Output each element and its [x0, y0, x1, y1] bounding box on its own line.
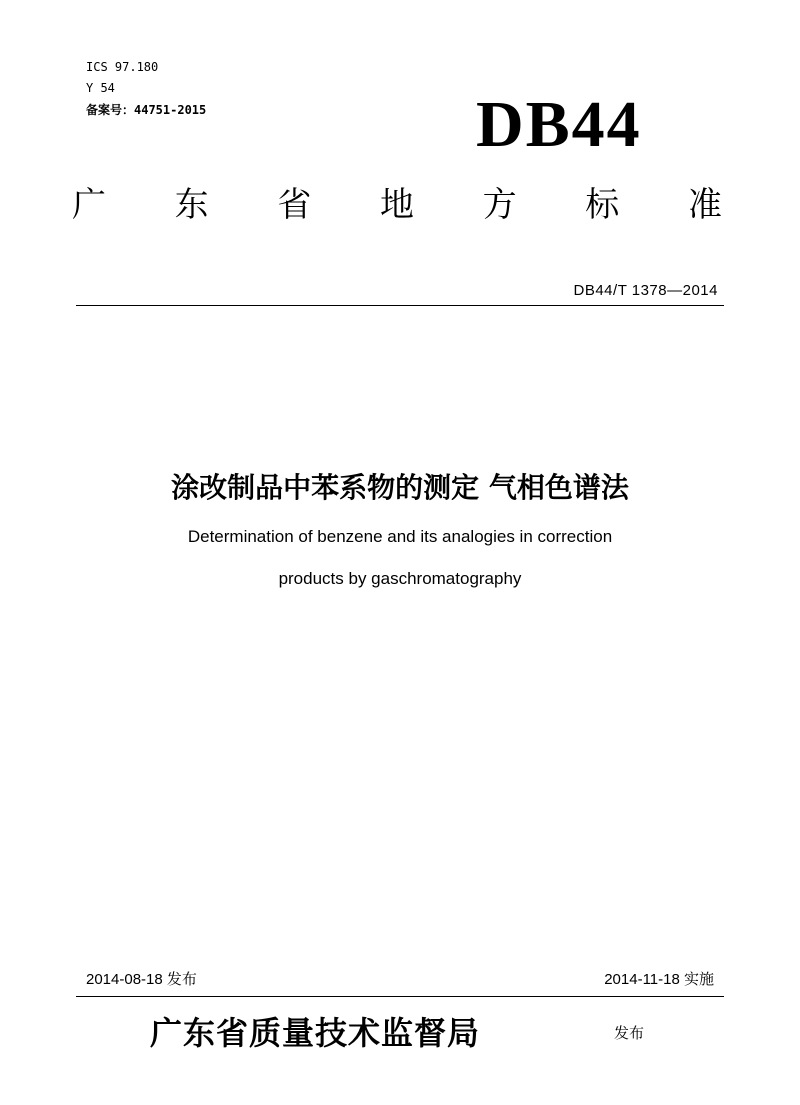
- ics-code: ICS 97.180: [86, 60, 159, 74]
- db44-logo: DB44: [476, 88, 642, 161]
- standard-type-heading: [72, 183, 722, 227]
- filing-number: 备案号：44751-2015: [86, 103, 207, 117]
- english-title-line-2: products by gaschromatography: [278, 569, 522, 588]
- standard-type-char: 准: [687, 185, 722, 225]
- issuing-agency: 广东省质量技术监督局: [150, 1014, 481, 1052]
- issue-label: 发布: [614, 1024, 645, 1042]
- publish-date: 2014-08-18 发布: [86, 971, 197, 988]
- standard-type-char: 广: [72, 185, 106, 225]
- standard-type-char: 方: [482, 185, 517, 225]
- standard-type-char: 标: [585, 185, 620, 225]
- standard-type-char: 东: [174, 185, 209, 225]
- standard-number: DB44/T 1378—2014: [573, 282, 718, 299]
- english-title-line-1: Determination of benzene and its analogies in correction: [187, 527, 613, 546]
- chinese-title: 涂改制品中苯系物的测定 气相色谱法: [171, 471, 629, 504]
- header-divider: [76, 305, 724, 306]
- classification-code: Y 54: [86, 81, 115, 95]
- standard-type-char: 省: [277, 185, 312, 225]
- footer-divider: [76, 996, 724, 997]
- implement-date: 2014-11-18 实施: [604, 971, 714, 988]
- standard-type-char: 地: [379, 185, 414, 225]
